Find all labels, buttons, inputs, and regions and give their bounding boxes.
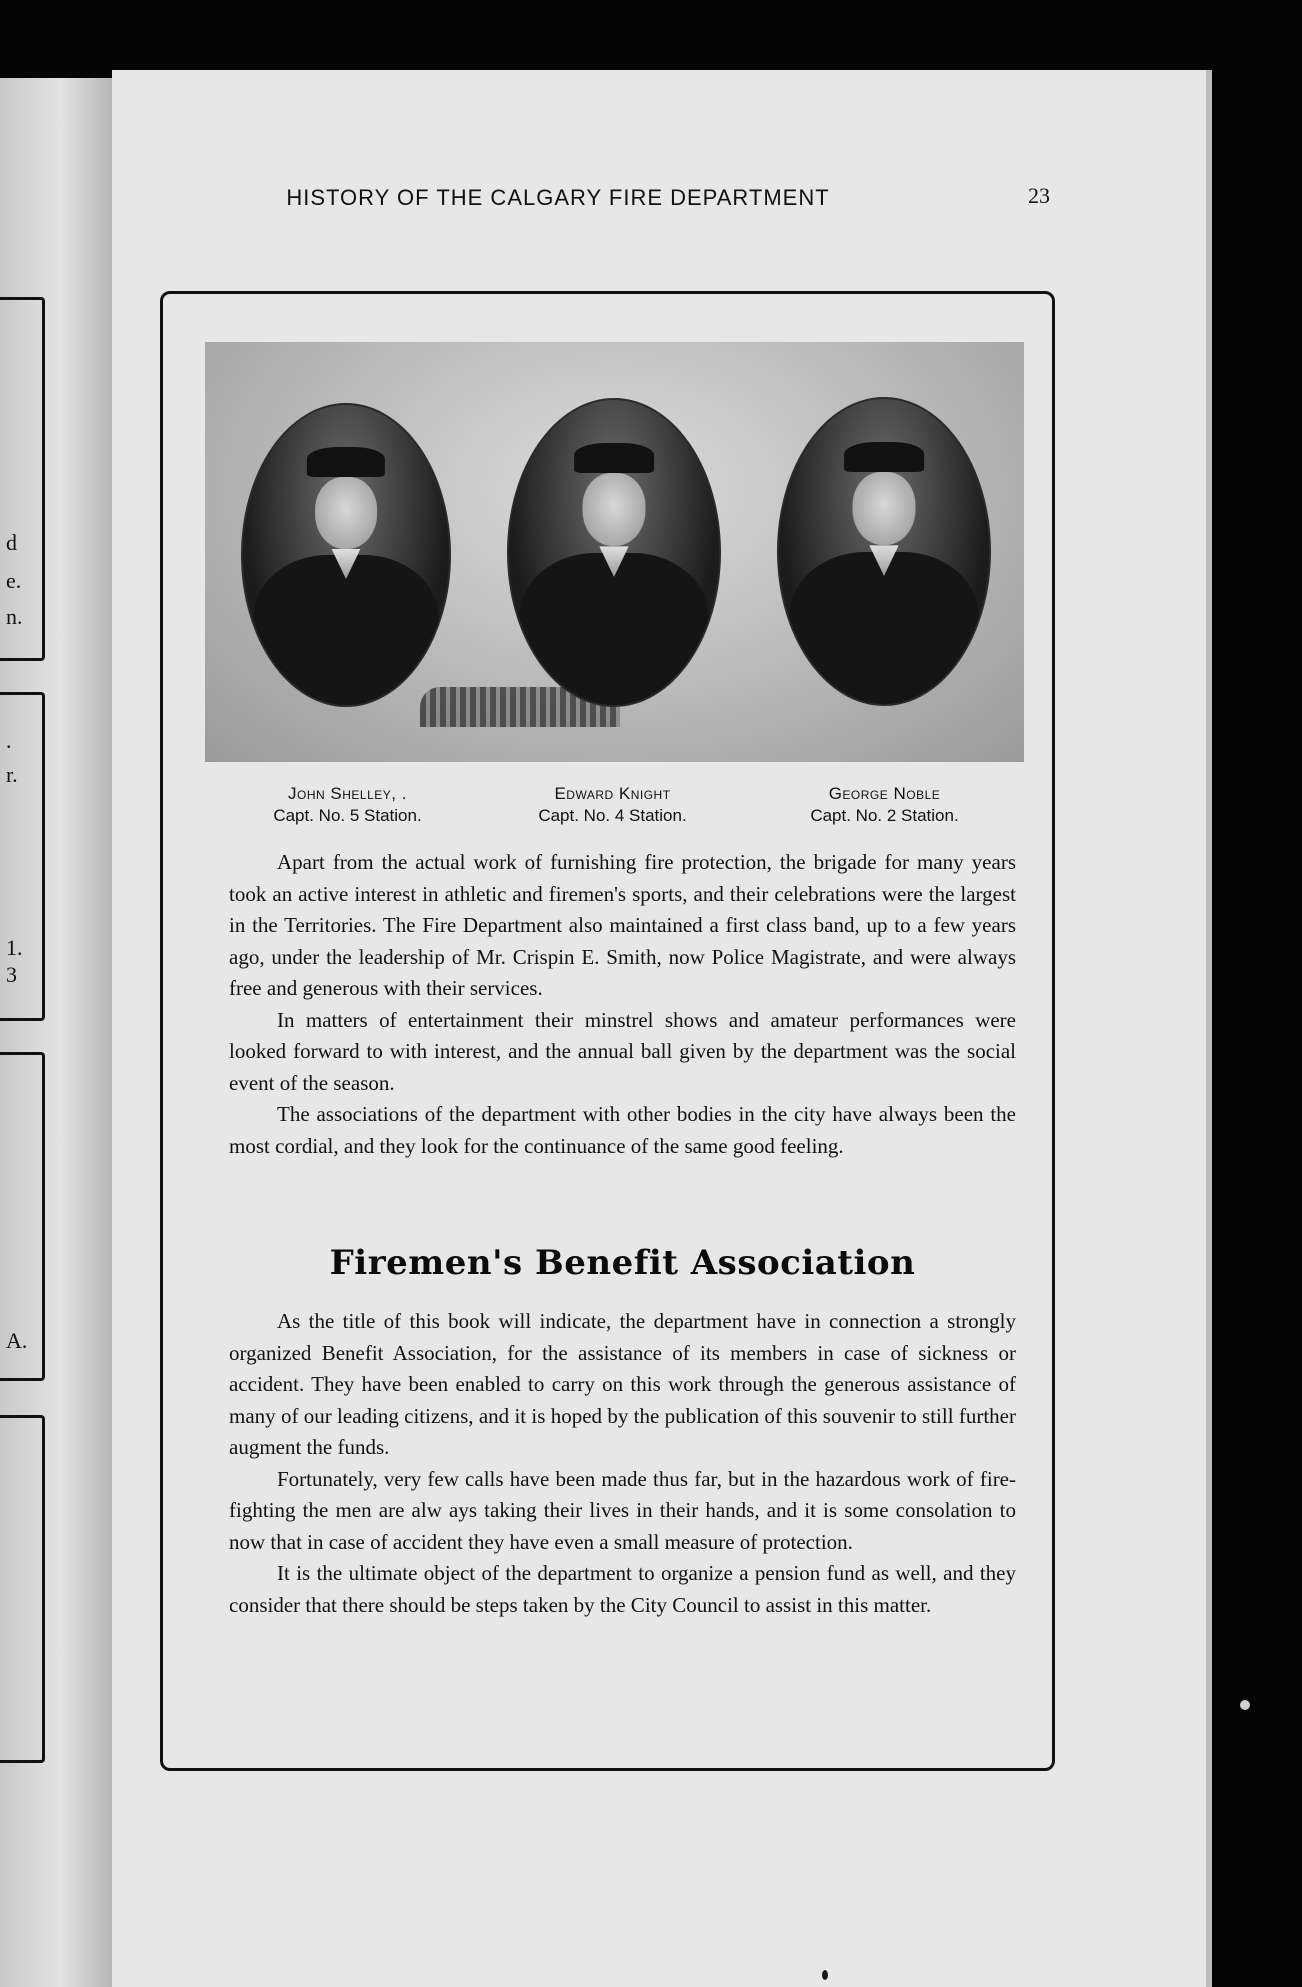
caption-george-noble [777,783,992,827]
paragraph: Fortunately, very few calls have been made thus far, but in the hazardous work of fire-fighting the men are alw ays taking their lives in their hands, and it is some consolation to now that in case of accident they have even a small measure of protection. [229,1466,1016,1554]
body-text-bottom [229,1306,1016,1621]
ink-blot [1240,1700,1250,1710]
caption-title: Capt. No. 5 Station. [273,806,422,825]
portrait-cap [844,442,924,473]
left-page-fragment: 1. [6,935,23,960]
section-heading: Firemen's Benefit Association [329,1243,916,1283]
left-page-fragment: e. [6,568,22,593]
paragraph: The associations of the department with other bodies in the city have always been the most cordial, and they look for the continuance of the same good feeling. [229,1102,1016,1158]
caption-name: John Shelley, . [288,784,407,803]
left-page-fragment: n. [6,604,23,629]
portrait-edward-knight [507,398,721,707]
paragraph: As the title of this book will indicate, the department have in connection a strongly organized Benefit Association, for the assistance of its members in case of sickness or accident. They have been enabled to carry on this work through the generous assistance of many of our leading citizens, and it is hoped by the publication of this souvenir to still further augment the funds. [229,1309,1016,1459]
page-number: 23 [1028,183,1050,208]
left-page-fragment: d [6,530,17,555]
paragraph: In matters of entertainment their minstrel shows and amateur performances were looked forward to with interest, and the annual ball given by the department was the social event of the season. [229,1007,1016,1095]
caption-title: Capt. No. 4 Station. [538,806,687,825]
left-page-fragment: . [6,728,12,753]
left-page-fragment: r. [6,762,18,787]
portrait-face [315,477,377,549]
portrait-cap [574,443,654,474]
body-text-top [229,847,1016,1162]
left-page-fragment: A. [6,1328,28,1353]
portrait-john-shelley [241,403,451,707]
caption-edward-knight [505,783,720,827]
caption-name: George Noble [828,784,941,803]
caption-name: Edward Knight [554,784,671,803]
left-page-fragment: 3 [6,962,17,987]
left-page-box [0,1415,45,1763]
running-head: HISTORY OF THE CALGARY FIRE DEPARTMENT [286,185,830,210]
caption-title: Capt. No. 2 Station. [810,806,959,825]
paragraph: It is the ultimate object of the department to organize a pension fund as well, and they consider that there should be steps taken by the City Council to assist in this matter. [229,1561,1016,1617]
portrait-face [853,472,916,545]
portrait-cap [307,447,385,477]
portrait-face [583,473,646,546]
portrait-george-noble [777,397,991,706]
paragraph: Apart from the actual work of furnishing fire protection, the brigade for many years took an active interest in athletic and firemen's sports, and their celebrations were the largest in the Territories. The Fire Department also maintained a first class band, up to a few years ago, under the leadership of Mr. Crispin E. Smith, now Police Magistrate, and were always free and generous with their services. [229,850,1016,1000]
caption-john-shelley [240,783,455,827]
ink-blot [822,1970,828,1980]
